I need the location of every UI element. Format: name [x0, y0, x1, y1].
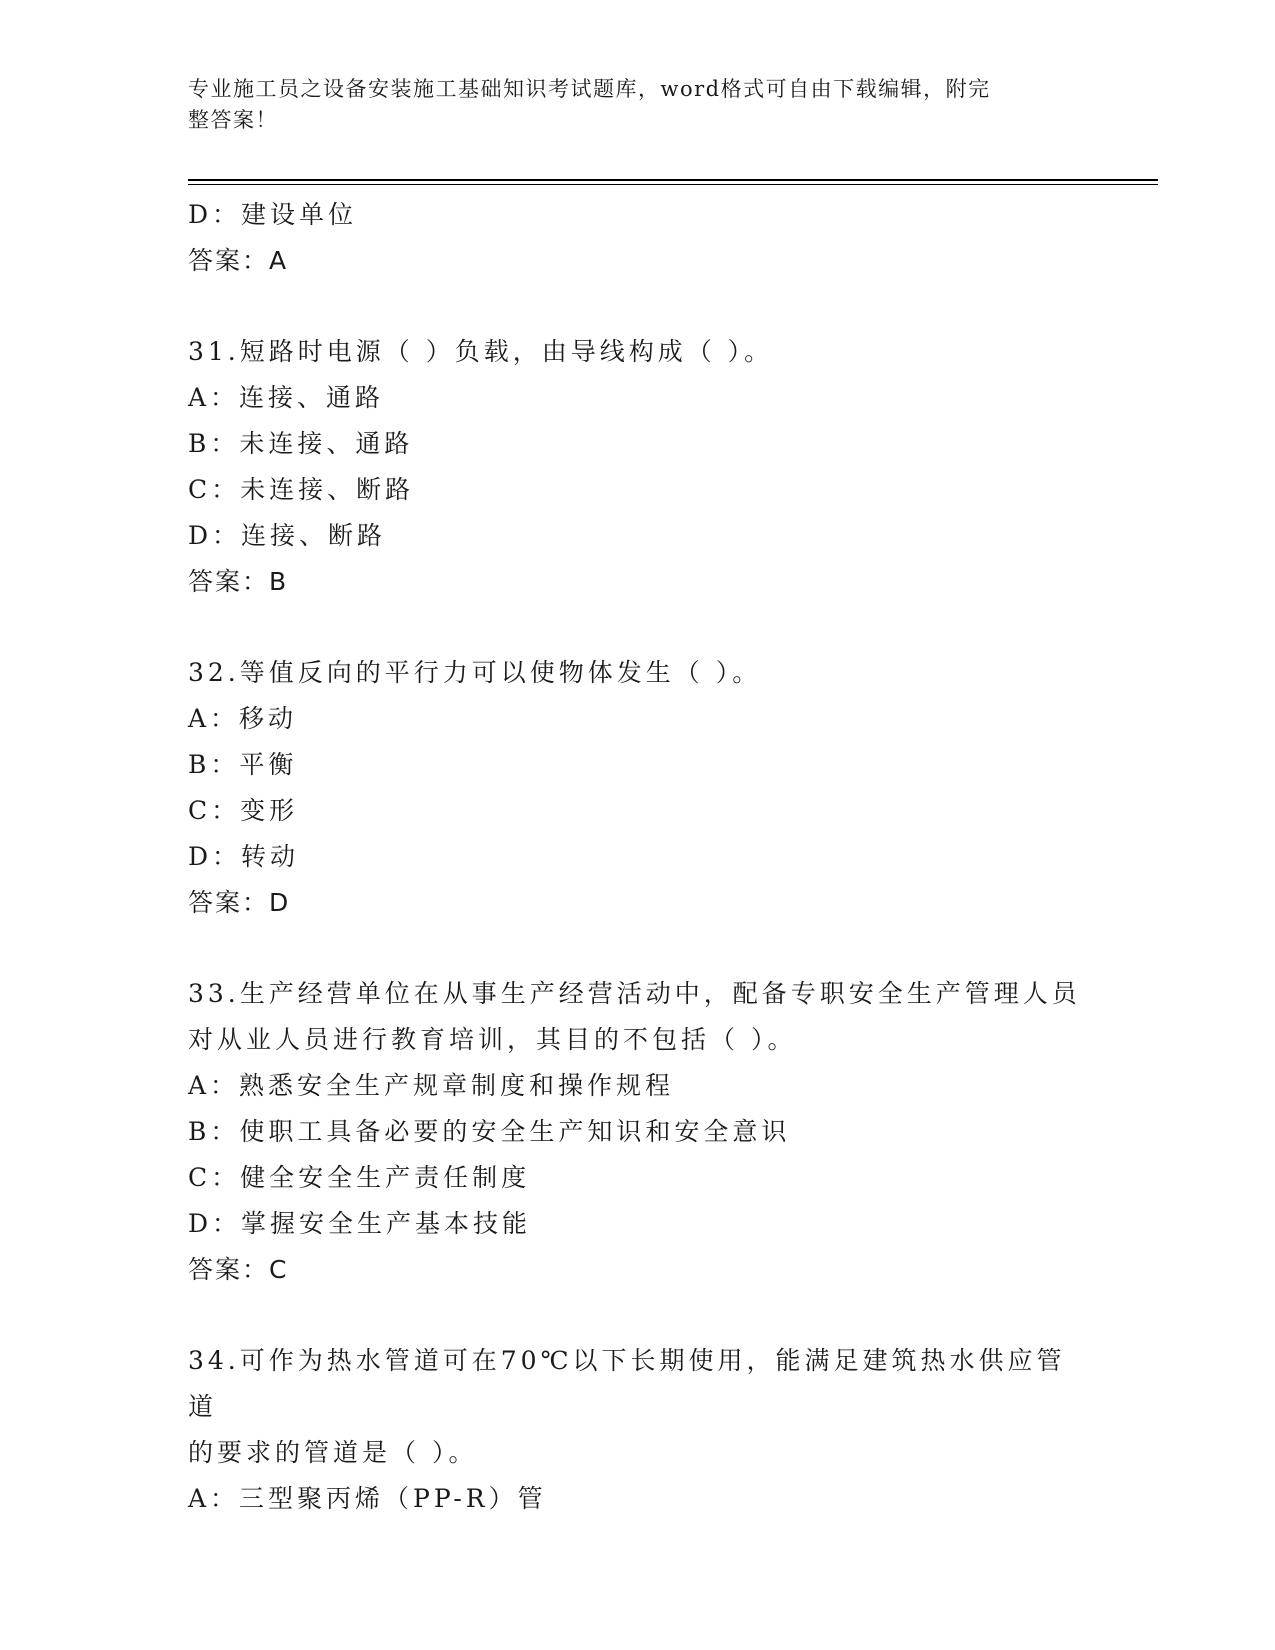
option-a: A：移动 — [188, 704, 298, 733]
option-b: B：使职工具备必要的安全生产知识和安全意识 — [188, 1117, 791, 1146]
answer-label: 答案：A — [188, 246, 289, 275]
option-a: A：熟悉安全生产规章制度和操作规程 — [188, 1071, 675, 1100]
option-d: D：转动 — [188, 842, 300, 871]
question-stem-line-2: 对从业人员进行教育培训，其目的不包括（ ）。 — [188, 1025, 797, 1054]
question-31 — [188, 329, 1088, 605]
answer-label: 答案：D — [188, 888, 291, 917]
header-line-1: 专业施工员之设备安装施工基础知识考试题库，word格式可自由下载编辑，附完 — [188, 77, 991, 101]
header-rule-thin — [188, 184, 1158, 185]
question-stem: 31.短路时电源（ ）负载，由导线构成（ ）。 — [188, 337, 774, 366]
option-d: D：掌握安全生产基本技能 — [188, 1209, 532, 1238]
option-a: A：三型聚丙烯（PP-R）管 — [188, 1484, 547, 1513]
question-content — [188, 192, 1088, 1522]
question-34 — [188, 1338, 1088, 1522]
header-rule-thick — [188, 179, 1158, 181]
option-c: C：健全安全生产责任制度 — [188, 1163, 531, 1192]
question-32 — [188, 650, 1088, 926]
question-stem: 32.等值反向的平行力可以使物体发生（ ）。 — [188, 658, 762, 687]
spacer — [188, 1293, 1088, 1338]
option-d: D：建设单位 — [188, 200, 358, 229]
question-33 — [188, 971, 1088, 1293]
spacer — [188, 926, 1088, 971]
document-header — [188, 74, 1068, 136]
option-a: A：连接、通路 — [188, 383, 385, 412]
spacer — [188, 605, 1088, 650]
header-line-2: 整答案！ — [188, 108, 278, 132]
option-c: C：未连接、断路 — [188, 475, 415, 504]
option-c: C：变形 — [188, 796, 299, 825]
option-b: B：平衡 — [188, 750, 298, 779]
answer-label: 答案：B — [188, 567, 289, 596]
option-b: B：未连接、通路 — [188, 429, 414, 458]
answer-label: 答案：C — [188, 1255, 289, 1284]
question-stem-line-1: 34.可作为热水管道可在70℃以下长期使用，能满足建筑热水供应管道 — [188, 1346, 1066, 1421]
question-stem-line-2: 的要求的管道是（ ）。 — [188, 1438, 478, 1467]
spacer — [188, 284, 1088, 329]
question-stem-line-1: 33.生产经营单位在从事生产经营活动中，配备专职安全生产管理人员 — [188, 979, 1081, 1008]
option-d: D：连接、断路 — [188, 521, 387, 550]
